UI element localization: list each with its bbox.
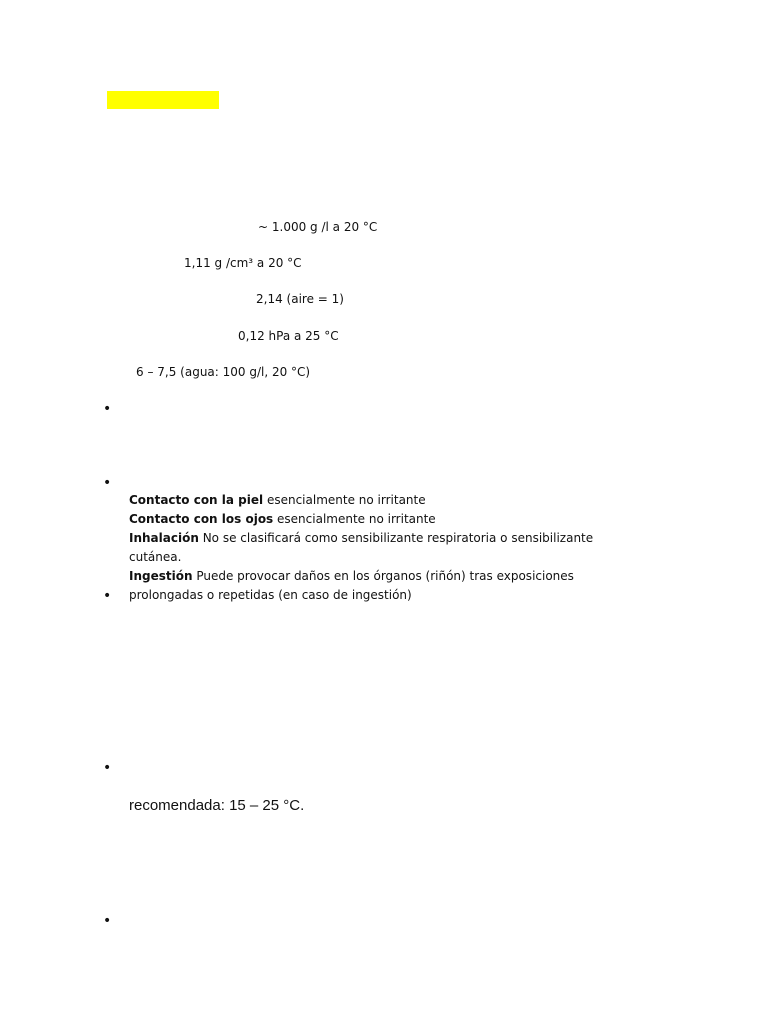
tox-inhalation: Inhalación No se clasificará como sensibilizante respiratoria o sensibilizante cutánea. [129,531,594,564]
solubility-value: ~ 1.000 g /l a 20 °C [258,220,378,234]
storage-temperature: recomendada: 15 – 25 °C. [129,797,305,814]
bullet-4: • [103,760,112,776]
tox-ingestion: Ingestión Puede provocar daños en los órganos (riñón) tras exposiciones prolongadas o repetidas (en caso de ingestión) [129,569,574,602]
tox-eyes: Contacto con los ojos esencialmente no irritante [129,512,436,526]
density-value: 1,11 g /cm³ a 20 °C [184,256,302,270]
bullet-2: • [103,475,112,491]
vapor-density-value: 2,14 (aire = 1) [256,292,344,306]
highlight-bar [107,91,219,109]
bullet-3: • [103,588,112,604]
bullet-5: • [103,913,112,929]
toxicology-block [129,491,649,605]
vapor-pressure-value: 0,12 hPa a 25 °C [238,329,339,343]
bullet-1: • [103,401,112,417]
tox-skin: Contacto con la piel esencialmente no irritante [129,493,426,507]
ph-value: 6 – 7,5 (agua: 100 g/l, 20 °C) [136,365,311,379]
